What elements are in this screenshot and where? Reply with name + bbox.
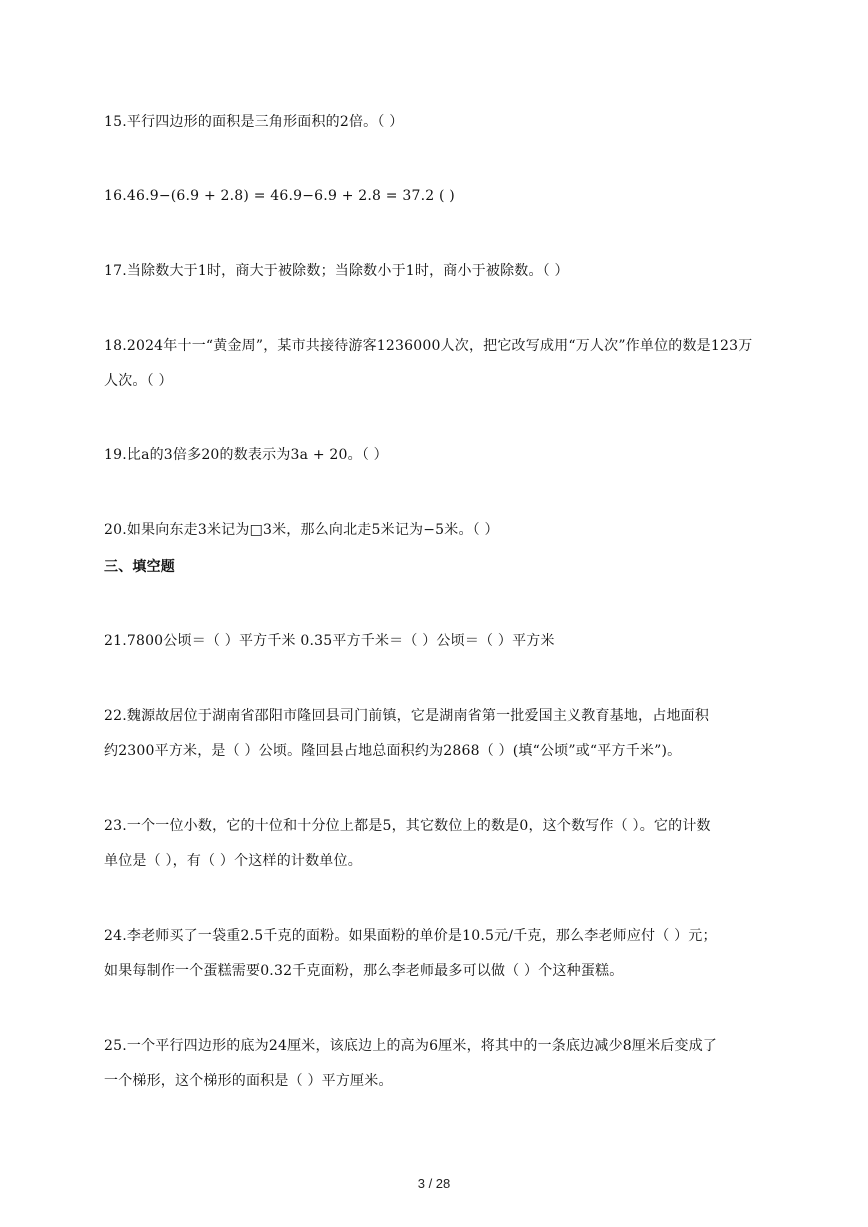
question-18-line-1: 18.2024年十一“黄金周”，某市共接待游客1236000人次，把它改写成用“万人次”作单位的数是123万 <box>104 338 753 354</box>
question-20: 20.如果向东走3米记为□3米，那么向北走5米记为−5米。（ ） <box>104 522 499 538</box>
question-24-line-1: 24.李老师买了一袋重2.5千克的面粉。如果面粉的单价是10.5元/千克，那么李老师应付（ ）元； <box>104 928 717 944</box>
question-23-line-1: 23.一个一位小数，它的十位和十分位上都是5，其它数位上的数是0，这个数写作（ ）。它的计数 <box>104 818 711 834</box>
section-heading-fill-in: 三、填空题 <box>104 559 175 575</box>
page-number: 3 / 28 <box>417 1176 451 1191</box>
question-25-line-1: 25.一个平行四边形的底为24厘米，该底边上的高为6厘米，将其中的一条底边减少8厘米后变成了 <box>104 1038 718 1054</box>
question-16: 16.46.9−(6.9 + 2.8) = 46.9−6.9 + 2.8 = 37.2 ( ) <box>104 188 455 204</box>
question-17: 17.当除数大于1时，商大于被除数；当除数小于1时，商小于被除数。（ ） <box>104 263 569 279</box>
question-15: 15.平行四边形的面积是三角形面积的2倍。（ ） <box>104 114 404 130</box>
question-22-line-2: 约2300平方米，是（ ）公顷。隆回县占地总面积约为2868（ ）(填“公顷”或“平方千米”)。 <box>104 743 682 759</box>
question-23-line-2: 单位是（ ），有（ ）个这样的计数单位。 <box>104 853 362 869</box>
question-19: 19.比a的3倍多20的数表示为3a + 20。（ ） <box>104 447 388 463</box>
question-25-line-2: 一个梯形，这个梯形的面积是（ ）平方厘米。 <box>104 1073 393 1089</box>
question-22-line-1: 22.魏源故居位于湖南省邵阳市隆回县司门前镇，它是湖南省第一批爱国主义教育基地，占地面积 <box>104 708 710 724</box>
question-21: 21.7800公顷＝（ ）平方千米 0.35平方千米＝（ ）公顷＝（ ）平方米 <box>104 633 555 649</box>
question-24-line-2: 如果每制作一个蛋糕需要0.32千克面粉，那么李老师最多可以做（ ）个这种蛋糕。 <box>104 963 624 979</box>
question-18-line-2: 人次。（ ） <box>104 373 173 389</box>
